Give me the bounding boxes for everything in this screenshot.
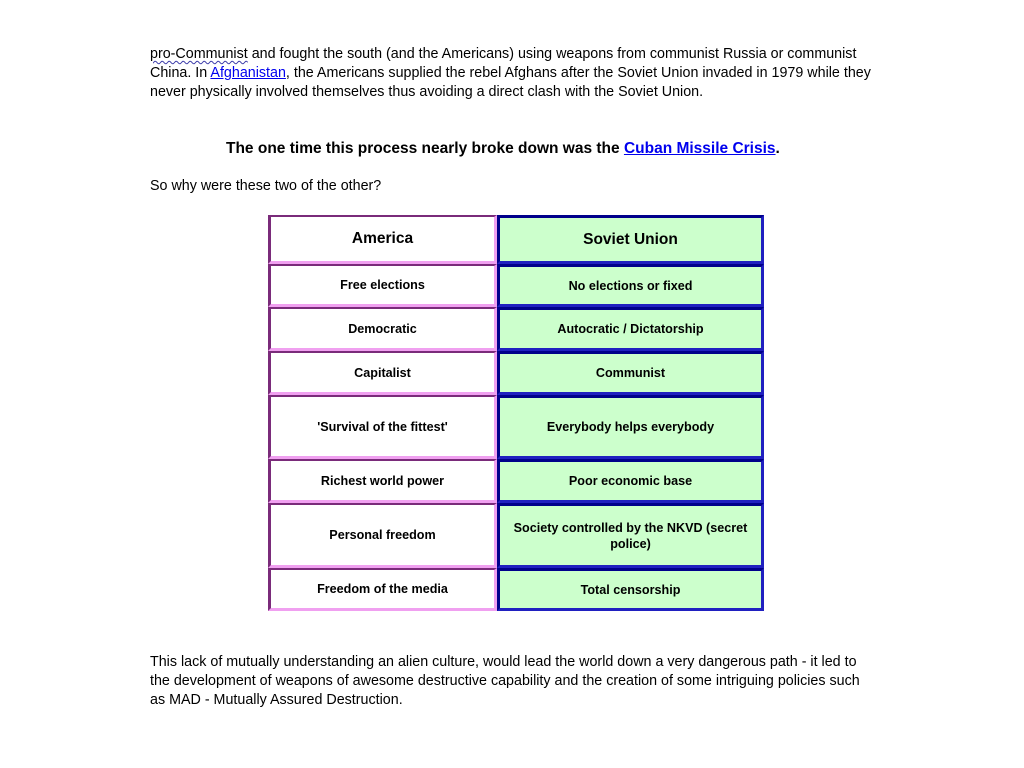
table-row [268, 307, 764, 351]
table-row [268, 459, 764, 503]
spellcheck-flagged-word: pro-Communist [150, 46, 248, 62]
soviet-cell: Communist [497, 351, 764, 395]
cuban-crisis-end: . [775, 140, 780, 157]
table-row [268, 395, 764, 459]
america-cell: Capitalist [268, 351, 497, 395]
table-row [268, 503, 764, 568]
america-cell: Free elections [268, 264, 497, 307]
soviet-cell: Poor economic base [497, 459, 764, 503]
table-header-row [268, 215, 764, 264]
conclusion-paragraph: This lack of mutually understanding an alien culture, would lead the world down a very dangerous path - it led to the development of weapons of awesome destructive capability and the creation of some intriguing policies such as MAD - Mutually Assured Destruction. [150, 654, 860, 708]
question-paragraph: So why were these two of the other? [150, 178, 382, 194]
comparison-table [268, 215, 764, 611]
afghanistan-link[interactable]: Afghanistan [210, 65, 286, 81]
cuban-crisis-text: The one time this process nearly broke down was the [226, 140, 624, 157]
soviet-cell: Society controlled by the NKVD (secret police) [497, 503, 764, 568]
intro-text-b: , the Americans supplied the rebel Afghans after the Soviet Union invaded in 1979 while they never physically involved themselves thus avoiding a direct clash with the Soviet Union. [150, 65, 871, 100]
header-america: America [268, 215, 497, 264]
intro-text-a: and fought the south (and the Americans) using weapons from communist Russia or communist China. In [150, 46, 857, 81]
table-row [268, 351, 764, 395]
header-soviet-union: Soviet Union [497, 215, 764, 264]
america-cell: Personal freedom [268, 503, 497, 568]
america-cell: Freedom of the media [268, 568, 497, 611]
table-row [268, 264, 764, 307]
soviet-cell: Total censorship [497, 568, 764, 611]
soviet-cell: Everybody helps everybody [497, 395, 764, 459]
america-cell: 'Survival of the fittest' [268, 395, 497, 459]
intro-paragraph [150, 45, 890, 102]
soviet-cell: Autocratic / Dictatorship [497, 307, 764, 351]
cuban-missile-crisis-link[interactable]: Cuban Missile Crisis [623, 140, 776, 157]
table-row [268, 568, 764, 611]
cuban-crisis-heading [226, 140, 780, 158]
soviet-cell: No elections or fixed [497, 264, 764, 307]
america-cell: Richest world power [268, 459, 497, 503]
america-cell: Democratic [268, 307, 497, 351]
